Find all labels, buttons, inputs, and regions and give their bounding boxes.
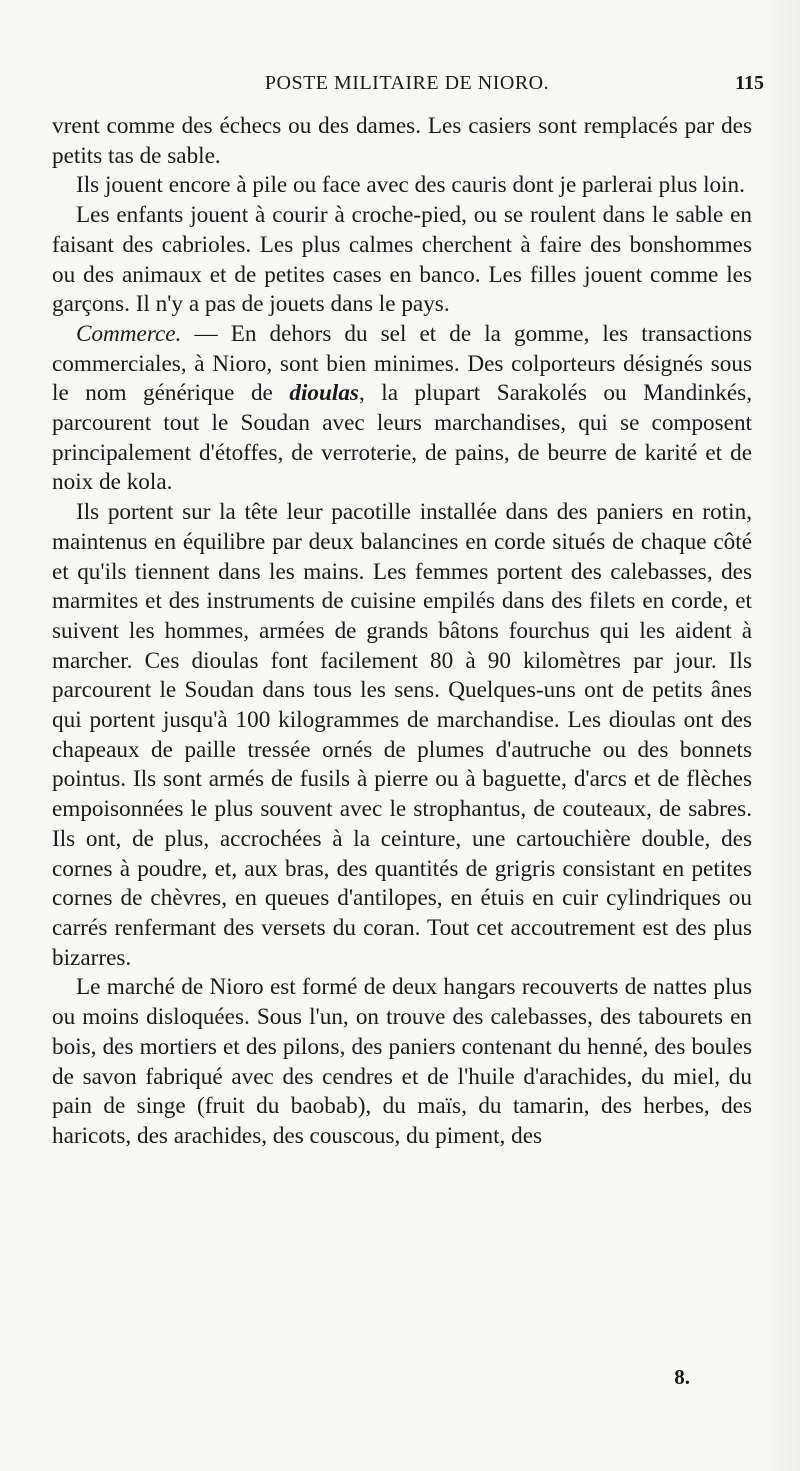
page-header: [50, 70, 764, 100]
running-head: POSTE MILITAIRE DE NIORO.: [264, 72, 550, 94]
paragraph-1: vrent comme des échecs ou des dames. Les casiers sont remplacés par des petits tas de sable.: [52, 113, 752, 169]
paragraph-6: Le marché de Nioro est formé de deux hangars recouverts de nattes plus ou moins disloquées. Sous l'un, on trouve des calebasses, des tabourets en bois, des mortiers et des pilons, des paniers contenant du henné, des boules de savon fabriqué avec des cendres et de l'huile d'arachides, du miel, du pain de singe (fruit du baobab), du maïs, du tamarin, des herbes, des haricots, des arachides, des couscous, du piment, des: [52, 974, 752, 1149]
body-text: [52, 112, 752, 1152]
page-number: 115: [735, 72, 764, 94]
paragraph-5: Ils portent sur la tête leur pacotille installée dans des paniers en rotin, maintenus en équilibre par deux balancines en corde situés de chaque côté et qu'ils tiennent dans les mains. Les femmes portent des calebasses, des marmites et des instruments de cuisine empilés dans des filets en corde, et suivent les hommes, armées de grands bâtons fourchus qui les aident à marcher. Ces dioulas font facilement 80 à 90 kilomètres par jour. Ils parcourent le Soudan dans tous les sens. Quelques-uns ont de petits ânes qui portent jusqu'à 100 kilogrammes de marchandise. Les dioulas ont des chapeaux de paille tressée ornés de plumes d'autruche ou des bonnets pointus. Ils sont armés de fusils à pierre ou à baguette, d'arcs et de flèches empoisonnées le plus souvent avec le strophantus, de couteaux, de sabres. Ils ont, de plus, accrochées à la ceinture, une cartouchière double, des cornes à poudre, et, aux bras, des quantités de grigris consistant en petites cornes de chèvres, en queues d'antilopes, en étuis en cuir cylindriques ou carrés renfermant des versets du coran. Tout cet accoutrement est des plus bizarres.: [52, 499, 752, 971]
section-dash: —: [181, 320, 231, 347]
term-dioulas: dioulas: [289, 380, 359, 407]
paragraph-commerce: [52, 320, 752, 498]
commerce-text-start: En dehors du sel et de la gomme, les transactions commerciales, à Nioro, sont bien minimes. Des colporteurs désignés sous le nom générique de: [52, 320, 752, 407]
commerce-text-end: , la plupart Sarakolés ou Mandinkés, parcourent tout le Soudan avec leurs marchandises, qui se composent principalement d'étoffes, de verroterie, de pains, de beurre de karité et de noix de kola.: [52, 380, 752, 496]
scan-edge-shadow: [764, 0, 800, 1471]
section-title-commerce: Commerce.: [76, 320, 182, 347]
paragraph-3: Les enfants jouent à courir à croche-pied, ou se roulent dans le sable en faisant des cabrioles. Les plus calmes cherchent à faire des bonshommes ou des animaux et de petites cases en banco. Les filles jouent comme les garçons. Il n'y a pas de jouets dans le pays.: [52, 202, 752, 318]
signature-mark: 8.: [674, 1365, 690, 1389]
paragraph-2: Ils jouent encore à pile ou face avec des cauris dont je parlerai plus loin.: [76, 172, 745, 199]
